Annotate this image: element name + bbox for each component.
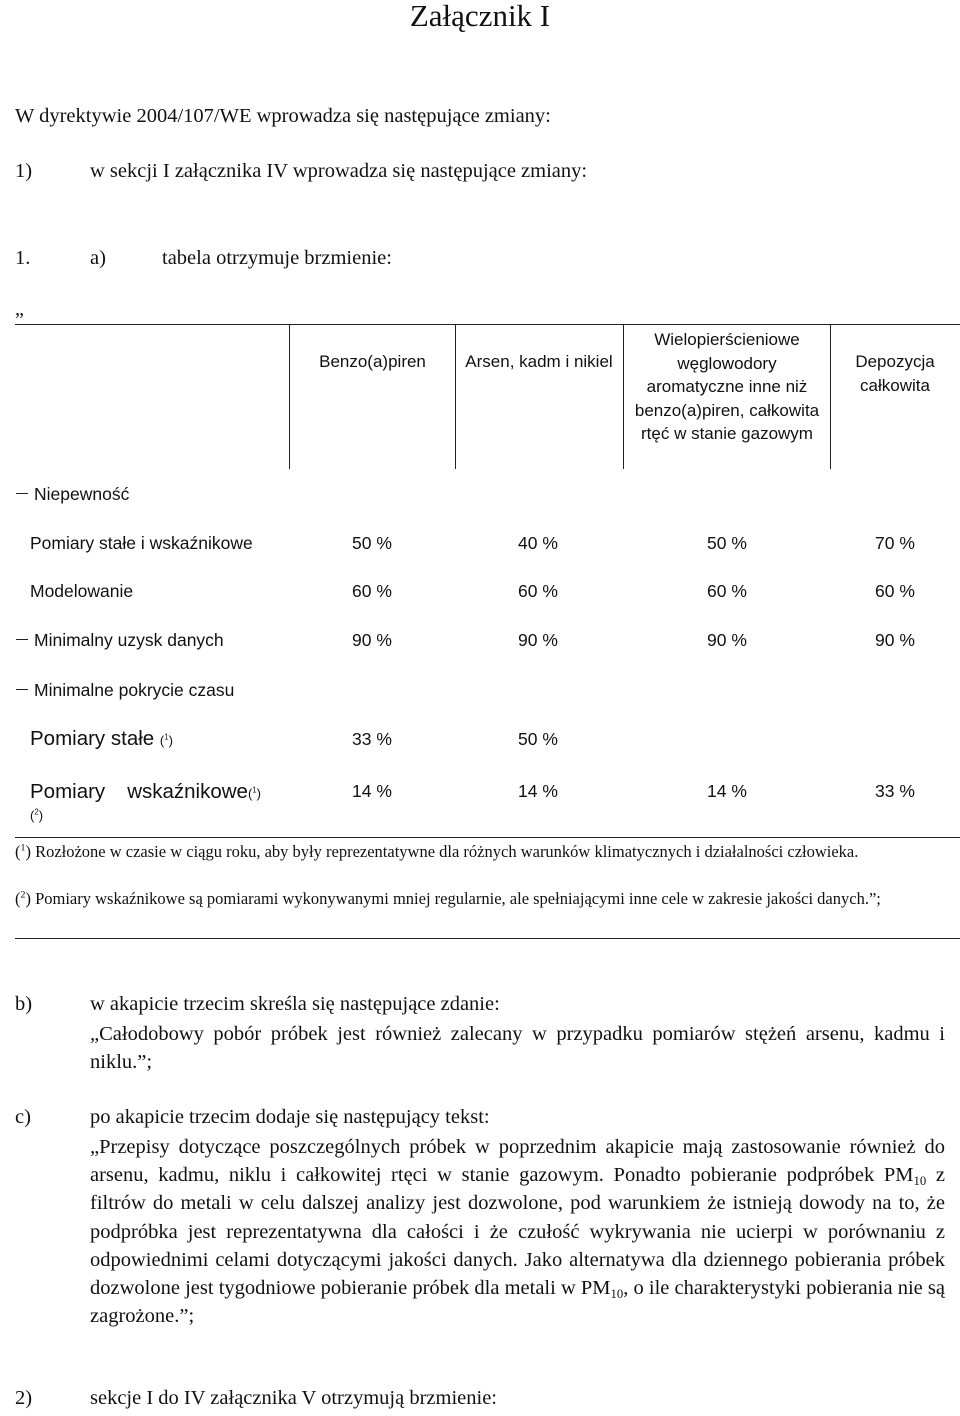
footnote-1-ref: 1: [20, 842, 26, 854]
page-title: Załącznik I: [409, 0, 551, 33]
pm10-subscript: 10: [913, 1174, 927, 1189]
table-cell: 14 %: [518, 781, 558, 801]
section-pokrycie-czasu: [16, 680, 234, 701]
table-col-divider-3: [623, 324, 624, 469]
item1-text: w sekcji I załącznika IV wprowadza się następujące zmiany:: [90, 160, 588, 182]
table-cell: 14 %: [352, 781, 392, 801]
section-niepewnosc-label: Niepewność: [34, 484, 130, 504]
item-c-quote: [90, 1133, 945, 1330]
footnote-2-ref: 2: [20, 889, 26, 901]
footnote-1: ($^1$) Rozłożone w czasie w ciągu roku, aby były reprezentatywne dla różnych warunków klimatycznych i działalności człowieka.: [15, 842, 859, 861]
footnote-2-text: Pomiary wskaźnikowe są pomiarami wykonywanymi mniej regularnie, ale spełniającymi inne cele w zakresie jakości danych.”;: [35, 889, 881, 908]
item-b-intro: w akapicie trzecim skreśla się następujące zdanie:: [90, 993, 500, 1015]
minimalny-uzysk-label: Minimalny uzysk danych: [34, 630, 224, 650]
table-row-label: Pomiary wskaźnikowe($^1$): [30, 780, 261, 803]
opening-quote: „: [15, 298, 24, 320]
footnote-2: ($^2$) Pomiary wskaźnikowe są pomiarami wykonywanymi mniej regularnie, ale spełniającymi inne cele w zakresie jakości danych.”;: [15, 889, 881, 908]
table-cell: 33 %: [352, 729, 392, 749]
table-cell: 60 %: [518, 581, 558, 601]
table-cell: 70 %: [875, 533, 915, 553]
footnote-ref-2-marker: ($^2$): [30, 807, 44, 823]
table-col-divider-4: [830, 324, 831, 469]
table-cell: 60 %: [352, 581, 392, 601]
table-cell: 50 %: [707, 533, 747, 553]
pomiary-wskaznikowe-label-b: wskaźnikowe: [127, 780, 248, 803]
table-cell: 50 %: [352, 533, 392, 553]
item-c-intro: po akapicie trzecim dodaje się następujący tekst:: [90, 1106, 490, 1128]
table-cell: 90 %: [352, 630, 392, 650]
table-header-depozycja: Depozycja całkowita: [855, 352, 935, 395]
table-cell: 90 %: [518, 630, 558, 650]
footnote-ref: 1: [252, 785, 257, 795]
table-col-divider-2: [455, 324, 456, 469]
section-pokrycie-czasu-label: Minimalne pokrycie czasu: [34, 680, 235, 700]
table-col-divider-1: [289, 324, 290, 469]
item1a-letter: a): [90, 247, 106, 269]
item1a-number: 1.: [15, 247, 31, 269]
table-cell: 50 %: [518, 729, 558, 749]
footnote-top-rule: [15, 837, 960, 838]
item2-text: sekcje I do IV załącznika V otrzymują brzmienie:: [90, 1387, 497, 1409]
section-niepewnosc: [16, 484, 129, 505]
pm10-subscript: 10: [610, 1287, 624, 1302]
table-row-label: [16, 630, 224, 651]
table-cell: 33 %: [875, 781, 915, 801]
table-row-label: Pomiary stałe i wskaźnikowe: [30, 533, 253, 553]
item1a-text: tabela otrzymuje brzmienie:: [162, 247, 392, 269]
item-c-quote-part3: , o ile charakterystyki pobierania nie są zagrożone.”;: [90, 1277, 945, 1328]
table-top-rule: [15, 324, 960, 325]
footnote-ref: 1: [164, 732, 169, 742]
dash-marker: [16, 689, 28, 690]
pomiary-stale-label: Pomiary stałe: [30, 727, 155, 750]
table-header-wwa: Wielopierścieniowe węglowodory aromatyczne inne niż benzo(a)piren, całkowita rtęć w stanie gazowym: [634, 330, 820, 443]
table-row-label: Pomiary stałe ($^1$): [30, 727, 173, 750]
item2-number: 2): [15, 1387, 33, 1409]
table-header-benzoapiren: Benzo(a)piren: [319, 352, 426, 371]
table-cell: 40 %: [518, 533, 558, 553]
table-cell: 60 %: [707, 581, 747, 601]
pomiary-wskaznikowe-label-a: Pomiary: [30, 780, 106, 803]
table-cell: 14 %: [707, 781, 747, 801]
item1-number: 1): [15, 160, 33, 182]
dash-marker: [16, 493, 28, 494]
table-cell: 60 %: [875, 581, 915, 601]
item-b-quote: „Całodobowy pobór próbek jest również zalecany w przypadku pomiarów stężeń arsenu, kadmu i niklu.”;: [90, 1023, 945, 1074]
footnote-1-text: Rozłożone w czasie w ciągu roku, aby były reprezentatywne dla różnych warunków klimatycznych i działalności człowieka.: [35, 842, 859, 861]
dash-marker: [16, 639, 28, 640]
item-c-quote-part1: „Przepisy dotyczące poszczególnych próbek w poprzednim akapicie mają zastosowanie również do arsenu, kadmu, niklu i całkowitej rtęci w stanie gazowym. Ponadto pobieranie podpróbek PM: [90, 1136, 945, 1187]
item-c-letter: c): [15, 1106, 31, 1128]
item-b-letter: b): [15, 993, 33, 1015]
table-cell: 90 %: [707, 630, 747, 650]
table-header-arsen: Arsen, kadm i nikiel: [465, 352, 613, 371]
table-row-label: Modelowanie: [30, 581, 134, 601]
table-bottom-rule: [15, 938, 960, 939]
intro-text: W dyrektywie 2004/107/WE wprowadza się następujące zmiany:: [15, 105, 551, 127]
item-c-quote-part2: z filtrów do metali w celu dalszej analizy jest dozwolone, pod warunkiem że istnieją dowody na to, że podpróbka jest reprezentatywna dla całości i że czułość wykrywania nie ucierpi w porównaniu z odpowiednimi celami dotyczącymi jakości danych. Jako alternatywa dla dziennego pobierania próbek dozwolone jest tygodniowe pobieranie próbek dla metali w PM: [90, 1164, 945, 1300]
table-cell: 90 %: [875, 630, 915, 650]
